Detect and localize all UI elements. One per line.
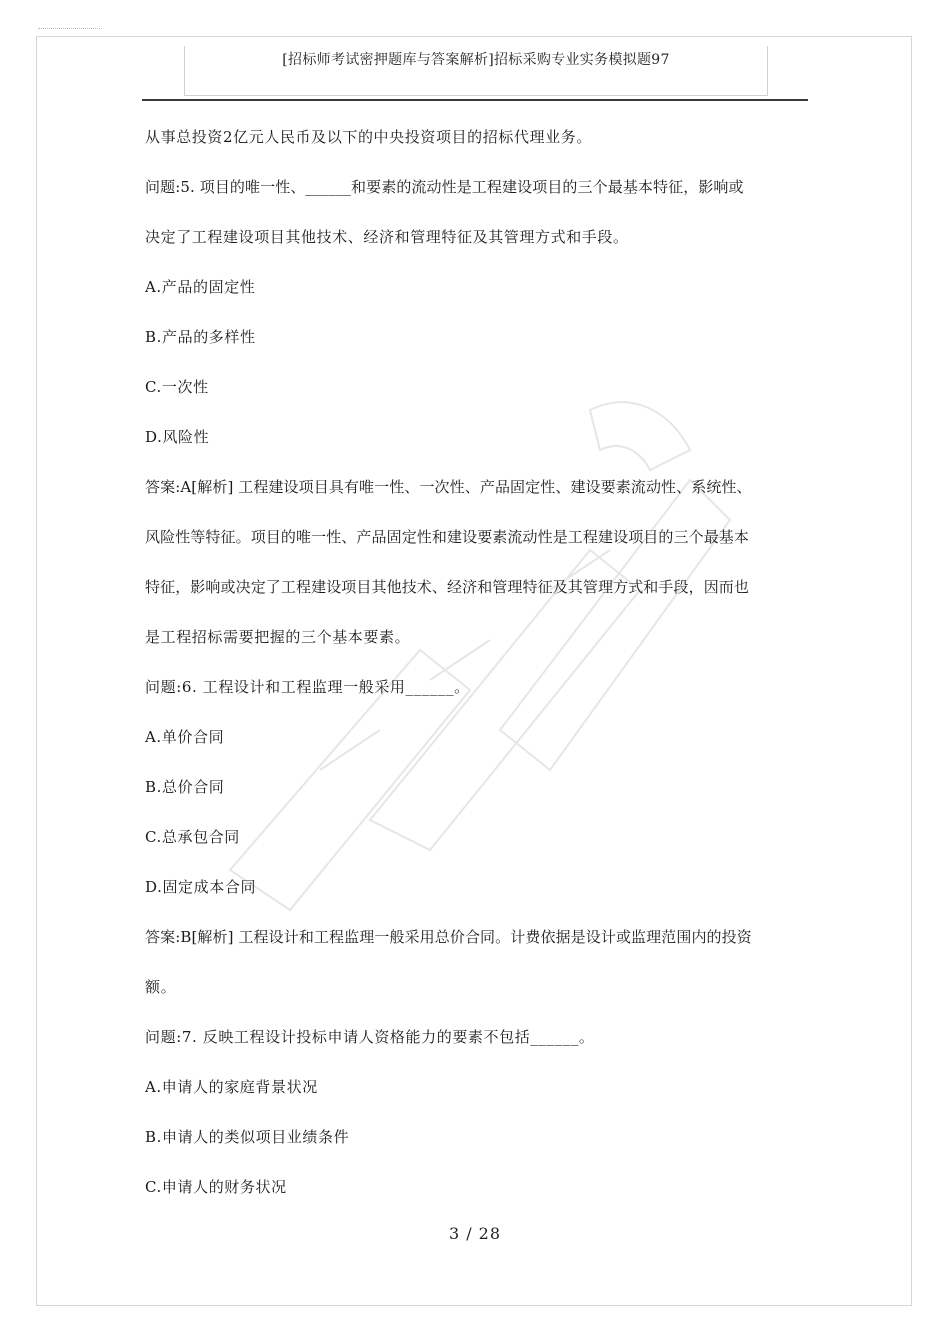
option-a: A.产品的固定性 xyxy=(145,278,256,296)
text-line: 决定了工程建设项目其他技术、经济和管理特征及其管理方式和手段。 xyxy=(145,228,629,246)
question-7-text: 问题:7. 反映工程设计投标申请人资格能力的要素不包括______。 xyxy=(145,1028,595,1046)
option-c: C.总承包合同 xyxy=(145,828,240,846)
answer-5-text: 答案:A[解析] 工程建设项目具有唯一性、一次性、产品固定性、建设要素流动性、系统性、 xyxy=(145,478,752,496)
option-b: B.总价合同 xyxy=(145,778,225,796)
text-line: 是工程招标需要把握的三个基本要素。 xyxy=(145,628,411,646)
option-c: C.一次性 xyxy=(145,378,209,396)
option-d: D.固定成本合同 xyxy=(145,878,257,896)
option-c: C.申请人的财务状况 xyxy=(145,1178,287,1196)
corner-mark xyxy=(38,28,102,35)
option-d: D.风险性 xyxy=(145,428,210,446)
question-6-text: 问题:6. 工程设计和工程监理一般采用______。 xyxy=(145,678,470,696)
header-rule xyxy=(142,99,808,101)
option-a: A.申请人的家庭背景状况 xyxy=(145,1078,318,1096)
option-a: A.单价合同 xyxy=(145,728,225,746)
page-header-title: [招标师考试密押题库与答案解析]招标采购专业实务模拟题97 xyxy=(282,52,670,68)
question-5-text: 问题:5. 项目的唯一性、______和要素的流动性是工程建设项目的三个最基本特征，影响或 xyxy=(145,178,744,196)
page-number: 3 / 28 xyxy=(448,1224,502,1243)
text-line: 特征，影响或决定了工程建设项目其他技术、经济和管理特征及其管理方式和手段，因而也 xyxy=(145,578,750,596)
text-line: 从事总投资2亿元人民币及以下的中央投资项目的招标代理业务。 xyxy=(145,128,592,146)
answer-6-text: 答案:B[解析] 工程设计和工程监理一般采用总价合同。计费依据是设计或监理范围内的投资 xyxy=(145,928,752,946)
document-body xyxy=(145,126,809,1226)
option-b: B.产品的多样性 xyxy=(145,328,256,346)
text-line: 额。 xyxy=(145,978,177,996)
option-b: B.申请人的类似项目业绩条件 xyxy=(145,1128,350,1146)
text-line: 风险性等特征。项目的唯一性、产品固定性和建设要素流动性是工程建设项目的三个最基本 xyxy=(145,528,750,546)
